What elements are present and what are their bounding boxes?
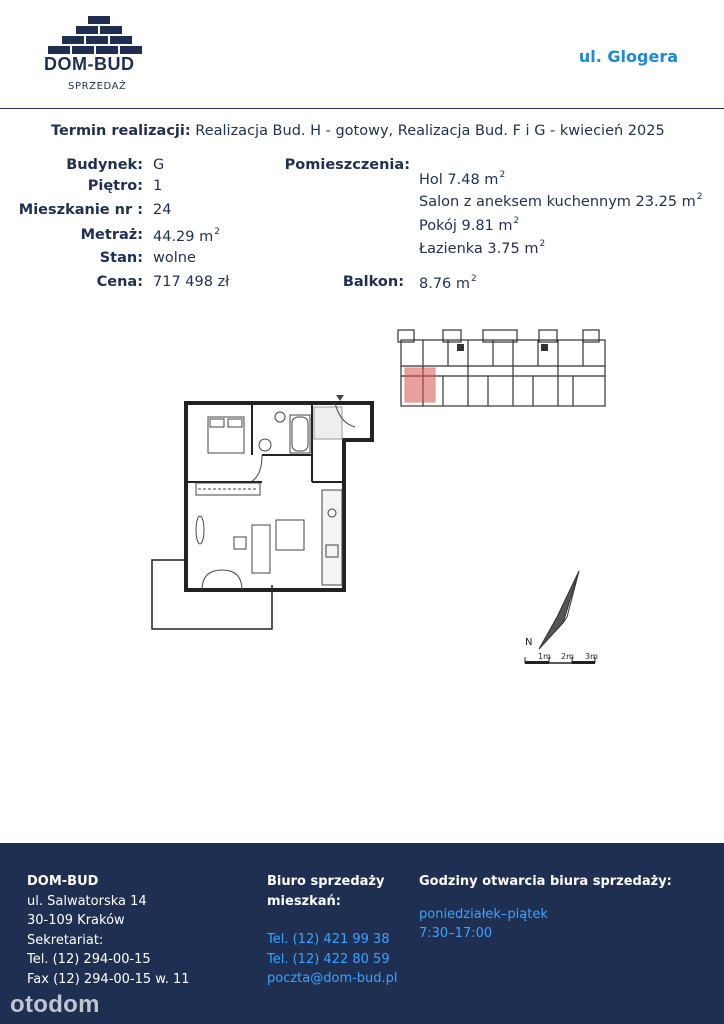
scale-tick-1m: 1m bbox=[538, 652, 551, 661]
scale-tick-2m: 2m bbox=[561, 652, 574, 661]
mieszkanie-label: Mieszkanie nr : bbox=[18, 202, 143, 218]
godziny-days: poniedziałek–piątek bbox=[419, 906, 548, 922]
apartment-floor-plan bbox=[140, 385, 380, 635]
header-divider bbox=[0, 108, 724, 109]
footer-biuro bbox=[267, 872, 398, 989]
unit-sup: 2 bbox=[513, 216, 520, 226]
metraz-label: Metraż: bbox=[80, 227, 143, 243]
mieszkanie-value: 24 bbox=[153, 202, 172, 218]
footer-company bbox=[27, 872, 190, 989]
footer-godziny bbox=[419, 872, 672, 944]
room-item bbox=[419, 192, 703, 210]
scale-tick-3m: 3m bbox=[585, 652, 598, 661]
budynek-value: G bbox=[153, 157, 165, 173]
pietro-label: Piętro: bbox=[87, 178, 143, 194]
biuro-phone-1[interactable]: Tel. (12) 421 99 38 bbox=[267, 932, 390, 947]
biuro-email-link[interactable]: poczta@dom-bud.pl bbox=[267, 971, 398, 986]
company-address-city: 30-109 Kraków bbox=[27, 913, 125, 928]
metraz-value bbox=[153, 227, 220, 245]
balkon-label: Balkon: bbox=[342, 274, 404, 290]
pietro-value: 1 bbox=[153, 178, 163, 194]
unit-sup: 2 bbox=[471, 274, 477, 284]
company-title: DOM-BUD bbox=[27, 874, 99, 889]
termin-value: Realizacja Bud. H - gotowy, Realizacja Bud. F i G - kwiecień 2025 bbox=[195, 123, 665, 139]
stan-label: Stan: bbox=[99, 250, 143, 266]
godziny-title: Godziny otwarcia biura sprzedaży: bbox=[419, 874, 672, 889]
biuro-title-2: mieszkań: bbox=[267, 893, 341, 909]
unit-sup: 2 bbox=[214, 227, 220, 237]
cena-label: Cena: bbox=[96, 274, 143, 290]
termin-label: Termin realizacji: bbox=[51, 123, 191, 139]
otodom-watermark: otodom bbox=[10, 991, 100, 1018]
room-pokoj: Pokój 9.81 m bbox=[419, 218, 513, 234]
budynek-label: Budynek: bbox=[66, 157, 143, 173]
room-item bbox=[419, 216, 519, 234]
balkon-value bbox=[419, 274, 477, 292]
godziny-hours: 7:30–17:00 bbox=[419, 926, 493, 941]
room-hol: Hol 7.48 m bbox=[419, 172, 499, 188]
sekretariat-label: Sekretariat: bbox=[27, 932, 104, 948]
room-salon: Salon z aneksem kuchennym 23.25 m bbox=[419, 194, 696, 210]
stan-value: wolne bbox=[153, 250, 196, 266]
metraz-number: 44.29 m bbox=[153, 229, 214, 245]
company-fax: Fax (12) 294-00-15 w. 11 bbox=[27, 971, 190, 987]
unit-sup: 2 bbox=[539, 239, 546, 249]
room-item bbox=[419, 170, 505, 188]
cena-value: 717 498 zł bbox=[153, 274, 230, 290]
unit-sup: 2 bbox=[696, 192, 703, 202]
north-label: N bbox=[525, 637, 533, 648]
unit-sup: 2 bbox=[499, 170, 506, 180]
company-phone: Tel. (12) 294-00-15 bbox=[27, 952, 151, 967]
room-lazienka: Łazienka 3.75 m bbox=[419, 241, 539, 257]
north-compass-icon bbox=[515, 565, 610, 670]
footer bbox=[0, 843, 724, 1024]
room-item bbox=[419, 239, 545, 257]
balkon-number: 8.76 m bbox=[419, 276, 471, 292]
street-name: ul. Glogera bbox=[578, 47, 678, 66]
brand-name: DOM-BUD bbox=[44, 54, 135, 74]
biuro-title-1: Biuro sprzedaży bbox=[267, 874, 385, 889]
biuro-phone-2[interactable]: Tel. (12) 422 80 59 bbox=[267, 951, 390, 967]
building-floor-overview bbox=[393, 326, 611, 410]
pomieszczenia-label: Pomieszczenia: bbox=[284, 157, 410, 173]
company-address-street: ul. Salwatorska 14 bbox=[27, 893, 147, 909]
brand-subtitle: SPRZEDAŻ bbox=[68, 81, 127, 92]
termin-realizacji bbox=[51, 123, 665, 139]
